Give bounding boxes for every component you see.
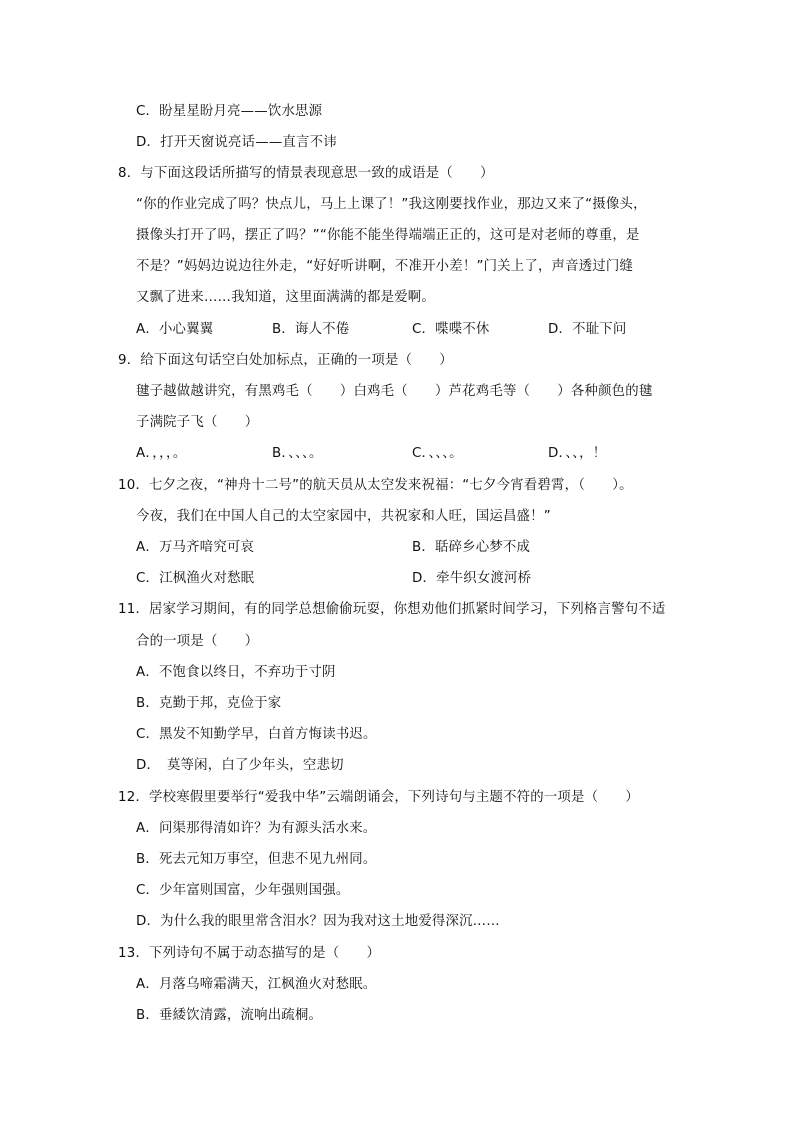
q7-option-c: C．盼星星盼月亮——饮水思源 (136, 104, 323, 119)
q9-option-d: D．、、，！ (548, 446, 607, 461)
q13-stem: 13．下列诗句不属于动态描写的是（ ） (118, 946, 381, 961)
q8-option-c: C．喋喋不休 (412, 322, 490, 337)
q7-option-d: D．打开天窗说亮话——直言不讳 (136, 135, 337, 150)
q12-option-a: A．问渠那得清如许？为有源头活水来。 (136, 821, 377, 836)
q9-stem: 9．给下面这句话空白处加标点，正确的一项是（ ） (118, 353, 453, 368)
q11-stem-line2: 合的一项是（ ） (136, 634, 259, 649)
q8-option-a: A．小心翼翼 (136, 322, 214, 337)
q8-option-d: D．不耻下问 (548, 322, 627, 337)
q11-stem: 11．居家学习期间，有的同学总想偷偷玩耍，你想劝他们抓紧时间学习，下列格言警句不适 (118, 602, 666, 617)
q10-options-row2 (136, 569, 656, 589)
q10-option-c: C．江枫渔火对愁眠 (136, 571, 255, 586)
q9-sentence-line: 子满院子飞（ ） (136, 415, 259, 430)
q11-option-c: C．黑发不知勤学早，白首方悔读书迟。 (136, 727, 377, 742)
q9-options (136, 444, 656, 464)
q11-option-d: D． 莫等闲，白了少年头，空悲切 (136, 758, 344, 773)
q9-option-b: B．、、、。 (272, 446, 323, 461)
q10-options-row1 (136, 538, 656, 558)
q12-option-c: C．少年富则国富，少年强则国强。 (136, 883, 350, 898)
q10-stem-line2: 今夜，我们在中国人自己的太空家园中，共祝家和人旺，国运昌盛！” (136, 509, 551, 524)
q11-option-b: B．克勤于邦，克俭于家 (136, 696, 282, 711)
q12-option-b: B．死去元知万事空，但悲不见九州同。 (136, 852, 377, 867)
q10-option-a: A．万马齐喑究可哀 (136, 540, 255, 555)
q10-option-d: D．牵牛织女渡河桥 (412, 571, 532, 586)
q9-option-a: A．，，，。 (136, 446, 187, 461)
q8-passage-line: 不是？”妈妈边说边往外走，“好好听讲啊，不准开小差！”门关上了，声音透过门缝 (136, 259, 634, 274)
q8-passage-line: 又飘了进来……我知道，这里面满满的都是爱啊。 (136, 290, 435, 305)
q13-option-b: B．垂緌饮清露，流响出疏桐。 (136, 1008, 323, 1023)
q8-stem: 8．与下面这段话所描写的情景表现意思一致的成语是（ ） (118, 166, 494, 181)
q8-passage-line: 摄像头打开了吗，摆正了吗？”“你能不能坐得端端正正的，这可是对老师的尊重，是 (136, 228, 640, 243)
q9-sentence-line: 毽子越做越讲究，有黑鸡毛（ ）白鸡毛（ ）芦花鸡毛等（ ）各种颜色的毽 (136, 384, 653, 399)
q8-passage-line: “你的作业完成了吗？快点儿，马上上课了！”我这刚要找作业，那边又来了“摄像头， (136, 197, 647, 212)
q9-option-c: C．、、、。 (412, 446, 463, 461)
q8-options (136, 320, 656, 340)
q12-stem: 12．学校寒假里要举行“爱我中华”云端朗诵会，下列诗句与主题不符的一项是（ ） (118, 790, 639, 805)
q13-option-a: A．月落乌啼霜满天，江枫渔火对愁眠。 (136, 977, 377, 992)
q11-option-a: A．不饱食以终日，不弃功于寸阴 (136, 665, 336, 680)
q10-stem: 10．七夕之夜，“神舟十二号”的航天员从太空发来祝福：“七夕今宵看碧霄，（ ）。 (118, 478, 633, 493)
q12-option-d: D．为什么我的眼里常含泪水？因为我对这土地爱得深沉…… (136, 914, 500, 929)
q10-option-b: B．聒碎乡心梦不成 (412, 540, 531, 555)
q8-option-b: B．诲人不倦 (272, 322, 350, 337)
